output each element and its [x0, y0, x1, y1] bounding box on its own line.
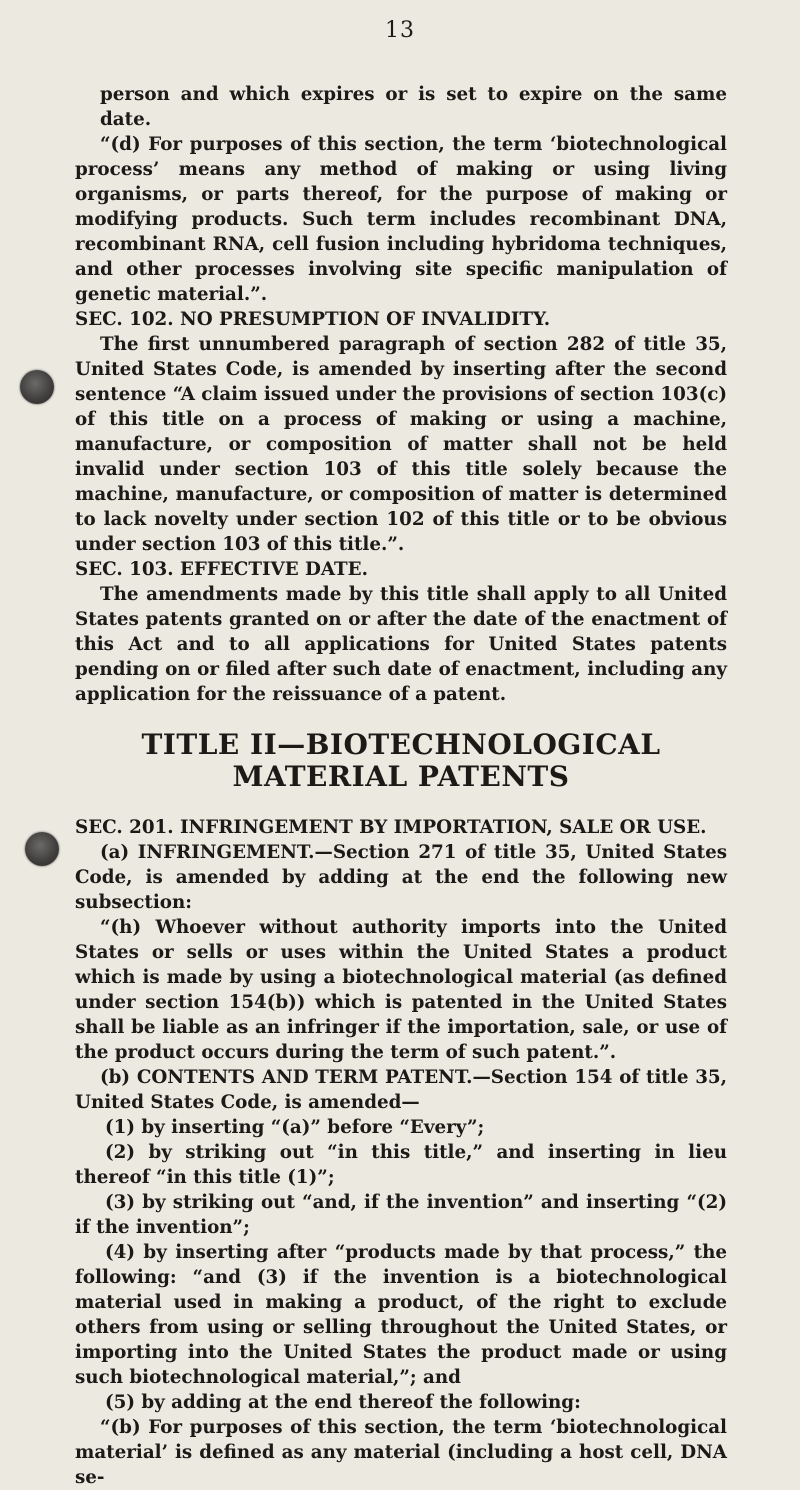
section-102-heading: SEC. 102. NO PRESUMPTION OF INVALIDITY. [75, 309, 551, 330]
title-ii-heading: TITLE II—BIOTECHNOLOGICAL MATERIAL PATENTS [141, 728, 661, 793]
section-201-subsection-a: (a) INFRINGEMENT.—Section 271 of title 35, United States Code, is amended by adding at the end the following new subsection: [75, 842, 727, 913]
section-102-body: The first unnumbered paragraph of section 282 of title 35, United States Code, is amended by inserting after the second sentence “A claim issued under the provisions of section 103(c) of this title on a process of making or using a machine, manufacture, or composition of matter shall not be held invalid under section 103 of this title solely because the machine, manufacture, or composition of matter is determined to lack novelty under section 102 of this title or to be obvious under section 103 of this title.”. [75, 334, 728, 555]
amendment-item-2: (2) by striking out “in this title,” and inserting in lieu thereof “in this title (1)”; [75, 1142, 727, 1188]
definition-biotechnological-material: “(b) For purposes of this section, the term ‘biotechnological material’ is defined as any material (including a host cell, DNA se- [75, 1417, 727, 1488]
document-body [75, 82, 727, 1490]
amendment-item-3: (3) by striking out “and, if the invention” and inserting “(2) if the invention”; [75, 1192, 727, 1238]
amendment-item-1: (1) by inserting “(a)” before “Every”; [105, 1117, 485, 1138]
binder-hole [25, 832, 59, 866]
section-201-subsection-h: “(h) Whoever without authority imports into the United States or sells or uses within the United States a product which is made by using a biotechnological material (as defined under section 154(b)) which is patented in the United States shall be liable as an infringer if the importation, sale, or use of the product occurs during the term of such patent.”. [75, 917, 727, 1063]
binder-hole [20, 370, 54, 404]
section-103-body: The amendments made by this title shall apply to all United States patents granted on or after the date of the enactment of this Act and to all applications for United States patents pending on or filed after such date of enactment, including any application for the reissuance of a patent. [75, 584, 727, 705]
paragraph-definition-d: “(d) For purposes of this section, the term ‘biotechnological process’ means any method of making or using living organisms, or parts thereof, for the purpose of making or modifying products. Such term includes recombinant DNA, recombinant RNA, cell fusion including hybridoma techniques, and other processes involving site specific manipulation of genetic material.”. [75, 134, 727, 305]
paragraph-continuation: person and which expires or is set to expire on the same date. [100, 84, 727, 130]
amendment-item-5: (5) by adding at the end thereof the following: [105, 1392, 581, 1413]
section-201-subsection-b: (b) CONTENTS AND TERM PATENT.—Section 154 of title 35, United States Code, is amended— [75, 1067, 727, 1113]
section-103-heading: SEC. 103. EFFECTIVE DATE. [75, 559, 368, 580]
section-201-heading: SEC. 201. INFRINGEMENT BY IMPORTATION, SALE OR USE. [75, 817, 707, 838]
page-number: 13 [385, 18, 415, 43]
amendment-item-4: (4) by inserting after “products made by that process,” the following: “and (3) if the invention is a biotechnological material used in making a product, of the right to exclude others from using or selling throughout the United States, or importing into the United States the product made or using such biotechnological material,”; and [75, 1242, 727, 1388]
